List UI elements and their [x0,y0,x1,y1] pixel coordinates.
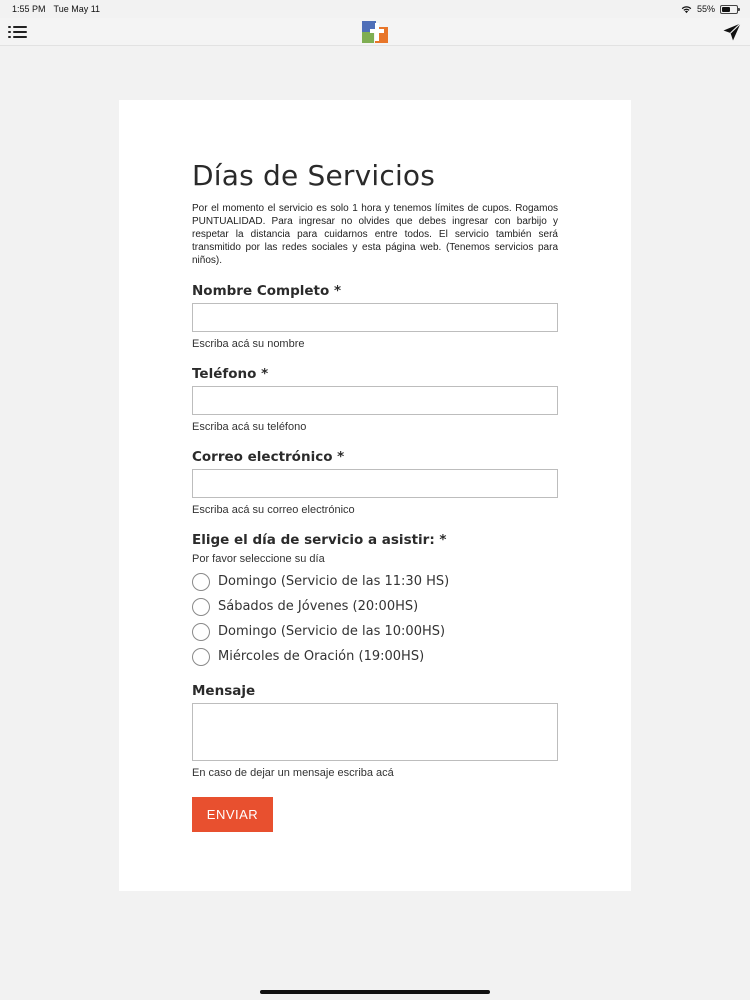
church-cross-logo[interactable] [360,20,390,44]
radio-button[interactable] [192,648,210,666]
email-hint: Escriba acá su correo electrónico [192,504,355,516]
radio-button[interactable] [192,623,210,641]
radio-button[interactable] [192,598,210,616]
email-input[interactable] [192,469,558,498]
message-label: Mensaje [192,683,256,699]
name-hint: Escriba acá su nombre [192,338,305,350]
message-textarea[interactable] [192,703,558,761]
battery-fill [722,7,730,12]
menu-dot [8,26,11,29]
phone-label: Teléfono * [192,366,269,382]
intro-text: Por el momento el servicio es solo 1 hora y tenemos límites de cupos. Rogamos PUNTUALIDAD. Para ingresar no olvides que debes ingresar con barbijo y respetar la distancia para cuidarnos entre todos. El servicio también será transmitido por las redes sociales y esta página web. (Tenemos servicios para niños). [192,203,558,266]
status-date: Tue May 11 [53,4,101,14]
email-label: Correo electrónico * [192,449,345,465]
radio-option-miercoles-oracion[interactable] [192,644,558,669]
radio-option-sabados-jovenes[interactable] [192,594,558,619]
paper-plane-icon[interactable] [722,22,742,42]
menu-dot [8,31,11,34]
service-day-hint: Por favor seleccione su día [192,553,325,565]
battery-percent: 55% [696,4,715,14]
service-form [192,160,558,832]
service-day-label: Elige el día de servicio a asistir: * [192,532,447,548]
logo-cross-horizontal [370,29,384,33]
phone-input[interactable] [192,386,558,415]
page-title: Días de Servicios [192,159,436,192]
battery-icon [720,5,738,14]
menu-bar [13,36,27,39]
radio-label: Domingo (Servicio de las 11:30 HS) [218,574,450,589]
form-card [119,100,631,891]
service-day-options [192,569,558,669]
radio-option-domingo-1130[interactable] [192,569,558,594]
menu-list-icon[interactable] [8,24,28,40]
home-indicator[interactable] [260,990,490,994]
menu-bar [13,26,27,29]
status-right [681,4,738,14]
status-time: 1:55 PM [12,4,46,14]
message-hint: En caso de dejar un mensaje escriba acá [192,767,394,779]
name-label: Nombre Completo * [192,283,342,299]
wifi-icon [681,5,692,14]
logo-block-green [362,32,374,43]
submit-button[interactable]: ENVIAR [192,797,273,832]
menu-bar [13,31,27,34]
status-bar [0,0,750,18]
radio-label: Miércoles de Oración (19:00HS) [218,649,425,664]
phone-hint: Escriba acá su teléfono [192,421,307,433]
radio-option-domingo-1000[interactable] [192,619,558,644]
status-left [12,4,100,14]
name-input[interactable] [192,303,558,332]
radio-button[interactable] [192,573,210,591]
radio-label: Sábados de Jóvenes (20:00HS) [218,599,419,614]
radio-label: Domingo (Servicio de las 10:00HS) [218,624,446,639]
app-bar [0,18,750,46]
menu-dot [8,36,11,39]
